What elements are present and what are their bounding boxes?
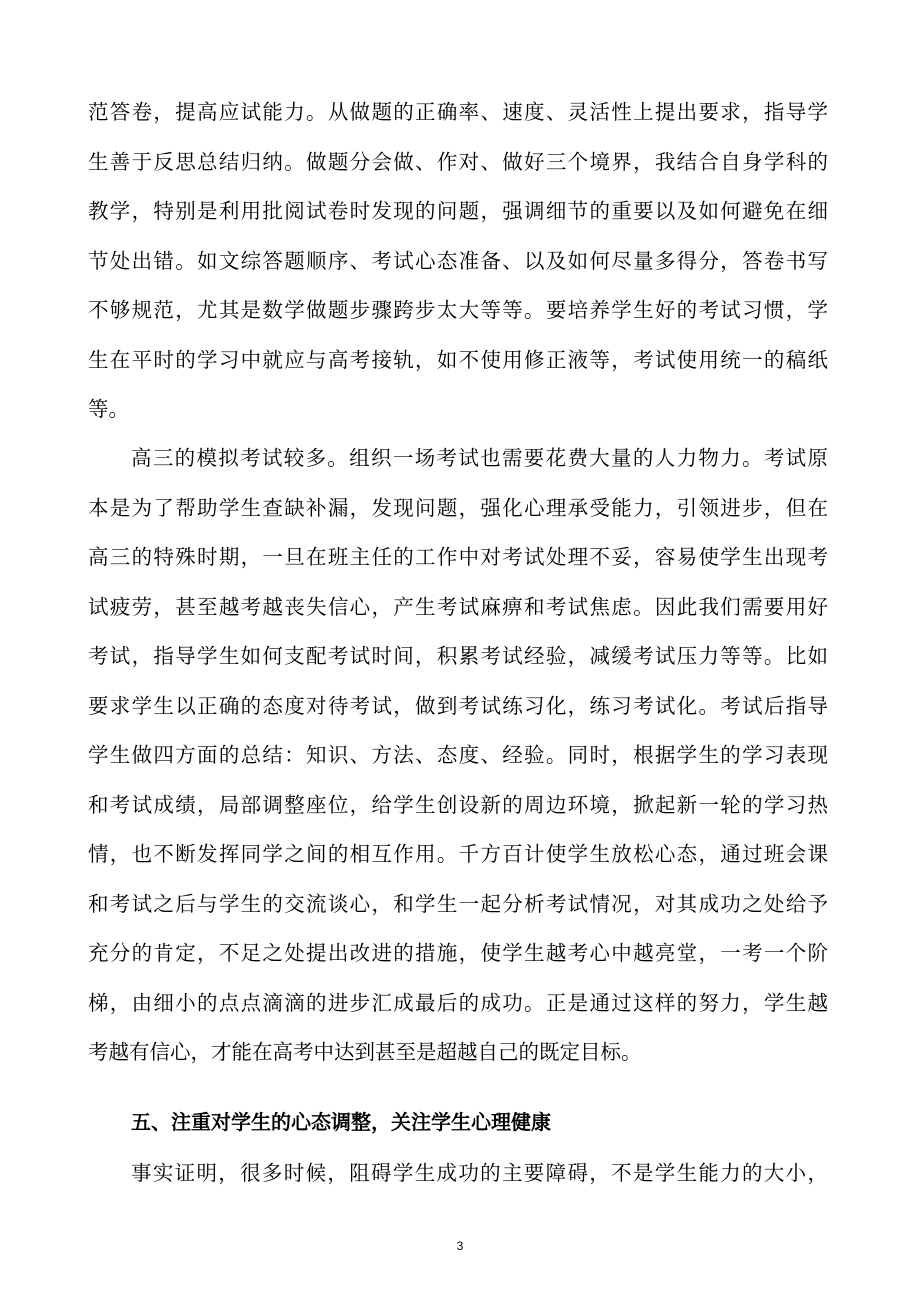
text-line: 学生做四方面的总结：知识、方法、态度、经验。同时，根据学生的学习表现 [88,743,828,767]
text-line: 充分的肯定，不足之处提出改进的措施，使学生越考心中越亮堂，一考一个阶 [88,941,828,965]
text-line: 范答卷，提高应试能力。从做题的正确率、速度、灵活性上提出要求，指导学 [88,100,828,124]
text-line: 高三的模拟考试较多。组织一场考试也需要花费大量的人力物力。考试原 [131,446,828,470]
text-line: 考试，指导学生如何支配考试时间，积累考试经验，减缓考试压力等等。比如 [88,644,828,668]
text-line: 等。 [88,397,129,421]
text-line: 本是为了帮助学生查缺补漏，发现问题，强化心理承受能力，引领进步，但在 [88,495,828,520]
text-line: 试疲劳，甚至越考越丧失信心，产生考试麻痹和考试焦虑。因此我们需要用好 [88,594,828,619]
text-line: 教学，特别是利用批阅试卷时发现的问题，强调细节的重要以及如何避免在细 [88,199,828,223]
text-line: 生在平时的学习中就应与高考接轨，如不使用修正液等，考试使用统一的稿纸 [88,347,828,372]
text-line: 梯，由细小的点点滴滴的进步汇成最后的成功。正是通过这样的努力，学生越 [88,990,828,1015]
text-line: 生善于反思总结归纳。做题分会做、作对、做好三个境界，我结合自身学科的 [88,149,828,174]
text-line: 考越有信心，才能在高考中达到甚至是超越自己的既定目标。 [88,1040,642,1064]
text-line: 高三的特殊时期，一旦在班主任的工作中对考试处理不妥，容易使学生出现考 [88,545,828,569]
section-heading-5: 五、注重对学生的心态调整，关注学生心理健康 [131,1110,551,1134]
text-line: 不够规范，尤其是数学做题步骤跨步太大等等。要培养学生好的考试习惯，学 [88,298,828,322]
text-line: 情，也不断发挥同学之间的相互作用。千方百计使学生放松心态，通过班会课 [88,842,828,866]
page-number: 3 [456,1239,464,1253]
text-line: 事实证明，很多时候，阻碍学生成功的主要障碍，不是学生能力的大小， [131,1161,828,1185]
text-line: 要求学生以正确的态度对待考试，做到考试练习化，练习考试化。考试后指导 [88,693,828,718]
text-line: 节处出错。如文综答题顺序、考试心态准备、以及如何尽量多得分，答卷书写 [88,248,828,273]
text-line: 和考试成绩，局部调整座位，给学生创设新的周边环境，掀起新一轮的学习热 [88,792,828,817]
text-line: 和考试之后与学生的交流谈心，和学生一起分析考试情况，对其成功之处给予 [88,891,828,916]
